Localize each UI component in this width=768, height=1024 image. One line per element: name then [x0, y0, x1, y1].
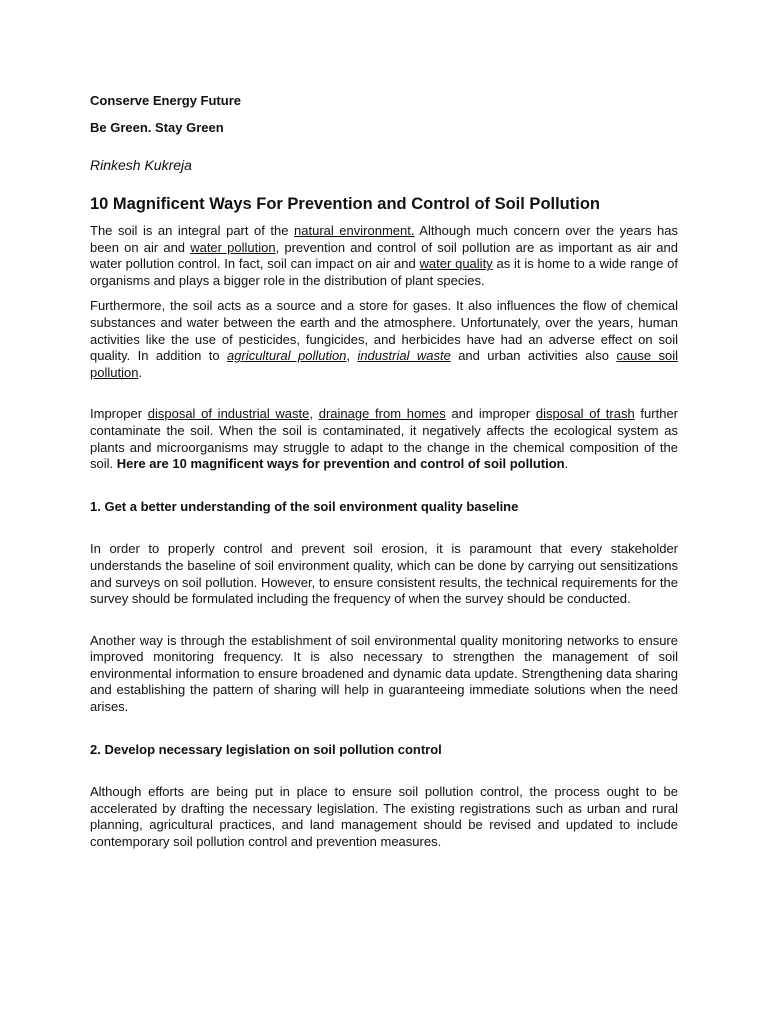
text-span: , — [346, 348, 358, 364]
bold-lead-in: Here are 10 magnificent ways for prevention and control of soil pollution — [116, 456, 565, 472]
text-span: The soil is an integral part of the — [90, 223, 295, 238]
section-heading-2: 2. Develop necessary legislation on soil pollution control — [90, 741, 442, 757]
paragraph-legislation: Although efforts are being put in place to ensure soil pollution control, the process ought to be accelerated by drafting the necessary legislation. The existing registrations such as urban and rural planning, agricultural practices, and land management should be revised and updated to include contemporary soil pollution control and prevention measures. — [90, 784, 678, 850]
text-span: . — [564, 456, 569, 472]
link-natural-environment[interactable]: natural environment. — [294, 223, 415, 238]
paragraph-improper-disposal — [90, 406, 678, 472]
paragraph-baseline: In order to properly control and prevent soil erosion, it is paramount that every stakeholder understands the baseline of soil environment quality, which can be done by carrying out sensitizations and surveys on soil pollution. However, to ensure consistent results, the technical requirements for the survey should be formulated including the frequency of when the survey should be conducted. — [90, 541, 678, 607]
link-agricultural-pollution[interactable]: agricultural pollution — [227, 348, 347, 364]
text-span: and improper — [445, 406, 536, 422]
link-water-pollution[interactable]: water pollution — [190, 239, 276, 255]
text-span: , prevention and control of soil pollution are as important as air and water pollution control. In fact, soil can impact on air and — [90, 239, 678, 272]
text-span: further contaminate the soil. When the soil is contaminated, it negatively affects the ecological system as plants and microorganisms may struggle to adapt to the change in the chemical composition of the soil. — [90, 406, 678, 472]
paragraph-intro — [90, 223, 678, 289]
paragraph-furthermore — [90, 298, 678, 381]
link-industrial-waste[interactable]: industrial waste — [357, 348, 451, 364]
link-disposal-industrial-waste[interactable]: disposal of industrial waste — [147, 406, 310, 422]
link-water-quality[interactable]: water quality — [419, 256, 493, 272]
link-drainage-from-homes[interactable]: drainage from homes — [318, 406, 446, 422]
text-span: Furthermore, the soil acts as a source and a store for gases. It also influences the flow of chemical substances and water between the earth and the atmosphere. Unfortunately, over the years, human activities like the use of pesticides, fungicides, and herbicides have had an adverse effect on soil quality. In addition to — [90, 298, 678, 364]
text-span: Improper — [90, 406, 148, 422]
text-span: as it is home to a wide range of organisms and plays a bigger role in the distribution of plant species. — [90, 256, 678, 288]
article-title: 10 Magnificent Ways For Prevention and Control of Soil Pollution — [90, 195, 601, 213]
text-span: . — [138, 364, 143, 380]
paragraph-monitoring: Another way is through the establishment of soil environmental quality monitoring networks to ensure improved monitoring frequency. It is also necessary to strengthen the management of soil environmental information to ensure broadened and dynamic data update. Strengthening data sharing and establishing the pattern of sharing will help in guaranteeing immediate solutions when the need arises. — [90, 632, 678, 715]
author-name: Rinkesh Kukreja — [90, 157, 192, 173]
site-name: Conserve Energy Future — [90, 93, 241, 108]
text-span: and urban activities also — [450, 348, 617, 364]
tagline: Be Green. Stay Green — [90, 120, 224, 135]
section-heading-1: 1. Get a better understanding of the soil environment quality baseline — [90, 498, 519, 514]
text-span: , — [309, 406, 319, 422]
link-disposal-of-trash[interactable]: disposal of trash — [535, 406, 635, 422]
text-span: Although much concern over the years has been on air and — [90, 223, 678, 255]
link-cause-soil-pollution[interactable]: cause soil pollution — [90, 348, 678, 380]
